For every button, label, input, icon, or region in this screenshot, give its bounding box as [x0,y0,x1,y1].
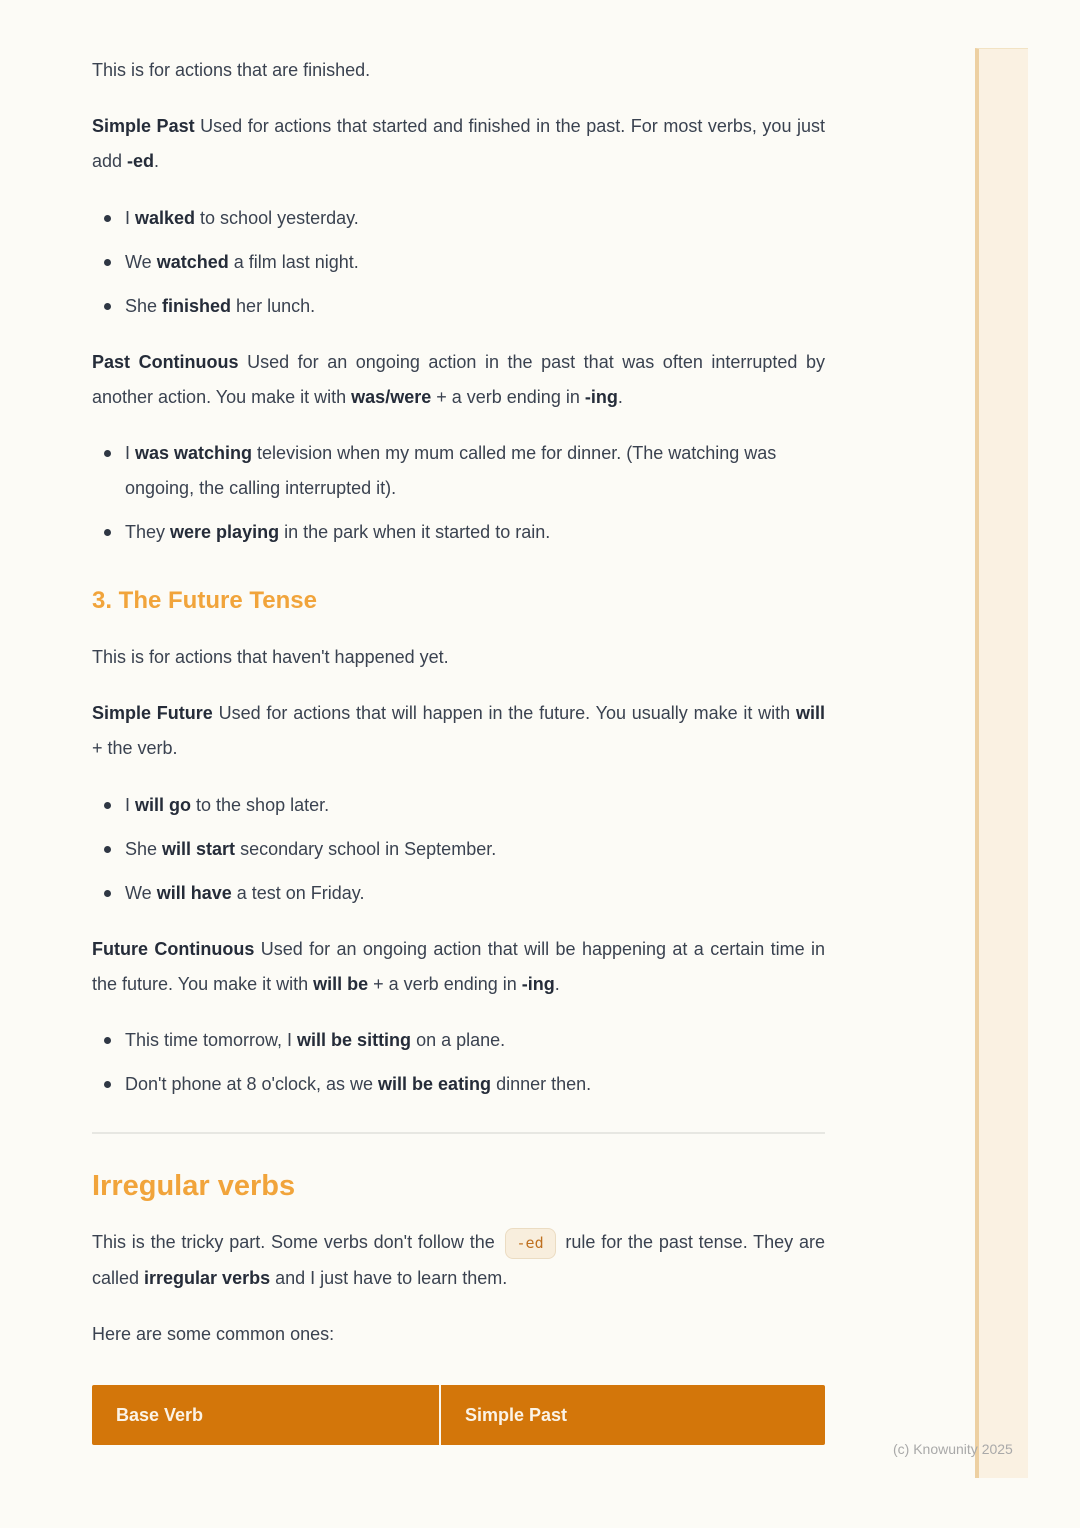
text-run: + the verb. [92,738,178,758]
text-run: secondary school in September. [235,839,497,859]
list-item [92,436,825,506]
future-intro-paragraph [92,640,825,675]
list-item [92,876,825,911]
past-continuous-examples-list [92,436,825,550]
bold-run: irregular verbs [144,1268,271,1288]
bold-run: finished [162,296,232,316]
simple-past-examples-list [92,201,825,324]
bold-run: Future Continuous [92,939,255,959]
text-run: Used for an ongoing action in the past that was often interrupted by another action. You make it with [92,352,825,407]
text-run: This is for actions that haven't happened yet. [92,647,449,667]
text-run: Used for actions that started and finished in the past. For most verbs, you just add [92,116,826,171]
simple-future-paragraph [92,696,825,766]
irregular-verbs-paragraph [92,1224,825,1296]
bold-run: will be eating [378,1074,492,1094]
bold-run: Simple Past [92,116,195,136]
text-run: She [125,839,163,859]
text-run: in the park when it started to rain. [279,522,551,542]
text-run: Don't phone at 8 o'clock, as we [125,1074,379,1094]
bold-run: -ing [584,387,618,407]
bold-run: will start [162,839,236,859]
text-run: Used for an ongoing action that will be happening at a certain time in the future. You make it with [92,939,825,994]
bold-run: -ing [521,974,555,994]
text-run: Used for actions that will happen in the future. You usually make it with [212,703,796,723]
list-item [92,1023,825,1058]
text-run: + a verb ending in [368,974,522,994]
text-run: to the shop later. [191,795,330,815]
list-item [92,515,825,550]
list-item [92,788,825,823]
text-run: Here are some common ones: [92,1324,335,1344]
future-tense-heading: 3. The Future Tense [92,587,317,614]
table-header-base-verb: Base Verb [92,1385,439,1445]
text-run: television when my mum called me for dinner. (The watching was ongoing, the calling interrupted it). [125,443,777,498]
list-item [92,245,825,280]
future-continuous-paragraph [92,932,825,1002]
knowunity-watermark: (c) Knowunity 2025 [893,1441,1013,1457]
bold-run: will [796,703,826,723]
bold-run: Simple Future [92,703,213,723]
common-ones-paragraph [92,1317,825,1352]
text-run: I [125,208,136,228]
text-run: They [125,522,171,542]
text-run: This is for actions that are finished. [92,60,371,80]
page-edge-strip [975,48,1028,1478]
bold-run: walked [135,208,196,228]
section-divider [92,1132,825,1134]
table-header-simple-past: Simple Past [441,1385,825,1445]
text-run: . [154,151,160,171]
text-run: rule for the past tense. They are called [92,1232,825,1288]
list-item [92,1067,825,1102]
text-run: a film last night. [228,252,359,272]
text-run: dinner then. [491,1074,592,1094]
text-run: and I just have to learn them. [270,1268,508,1288]
text-run: her lunch. [231,296,316,316]
text-run: . [554,974,560,994]
text-run: She [125,296,163,316]
list-item [92,201,825,236]
document-content [92,0,825,1445]
past-continuous-paragraph [92,345,825,415]
text-run: I [125,795,136,815]
irregular-verbs-table-header [92,1385,825,1445]
past-intro-paragraph [92,53,825,88]
text-run: + a verb ending in [431,387,585,407]
text-run: We [125,252,157,272]
text-run: We [125,883,157,903]
text-run: to school yesterday. [195,208,359,228]
bold-run: was/were [351,387,432,407]
bold-run: will go [135,795,192,815]
text-run: . [617,387,623,407]
text-run: on a plane. [411,1030,506,1050]
text-run: This time tomorrow, I [125,1030,298,1050]
bold-run: will have [156,883,232,903]
bold-run: were playing [170,522,280,542]
future-continuous-examples-list [92,1023,825,1102]
simple-past-paragraph [92,109,825,179]
bold-run: was watching [135,443,253,463]
ed-code-chip: -ed [505,1228,556,1259]
bold-run: watched [156,252,229,272]
text-run: This is the tricky part. Some verbs don't follow the [92,1232,501,1252]
bold-run: will be sitting [297,1030,412,1050]
bold-run: Past Continuous [92,352,239,372]
simple-future-examples-list [92,788,825,911]
text-run: a test on Friday. [231,883,365,903]
irregular-verbs-heading: Irregular verbs [92,1170,296,1202]
list-item [92,289,825,324]
text-run: I [125,443,136,463]
bold-run: -ed [127,151,155,171]
bold-run: will be [313,974,369,994]
list-item [92,832,825,867]
